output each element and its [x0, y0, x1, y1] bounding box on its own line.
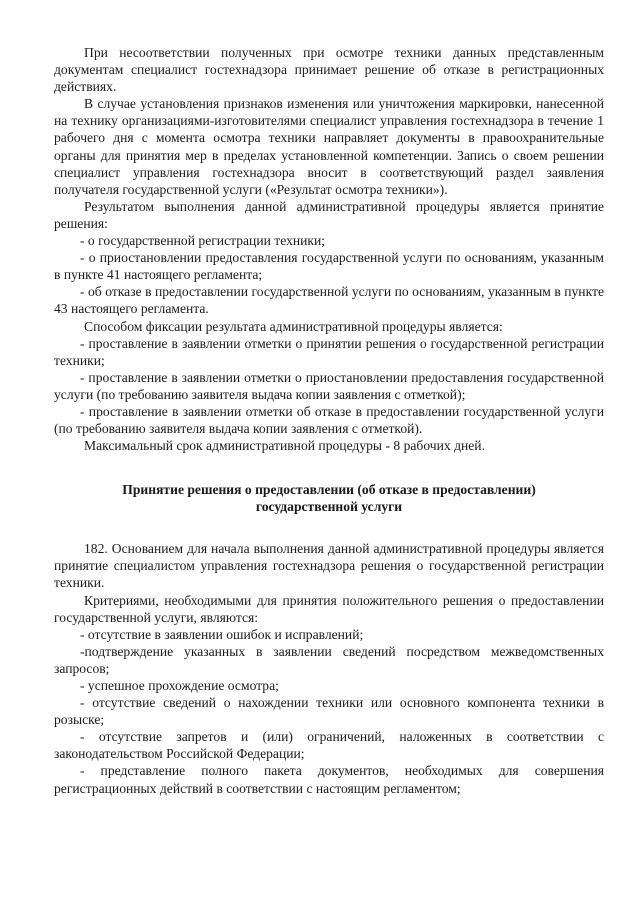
paragraph-result-intro: Результатом выполнения данной административной процедуры является принятие решения: [54, 198, 604, 231]
document-page [54, 44, 604, 797]
list-item-registration: - о государственной регистрации техники; [80, 233, 326, 249]
paragraph-mismatch-refusal: При несоответствии полученных при осмотре техники данных представленным документам специалист гостехнадзора принимает решение об отказе в регистрационных действиях. [54, 45, 604, 95]
section-heading-line1: Принятие решения о предоставлении (об отказе в предоставлении) [122, 482, 536, 498]
list-item-not-wanted: - отсутствие сведений о нахождении техники или основного компонента техники в розыске; [54, 695, 604, 728]
paragraph-marking-change: В случае установления признаков изменения или уничтожения маркировки, нанесенной на технику организациями-изготовителями специалист управления гостехнадзора в течение 1 рабочего дня с момента осмотра техники направляет документы в правоохранительные органы для принятия мер в пределах установленной компетенции. Запись о своем решении специалист управления гостехнадзора вносит в соответствующий раздел заявления получателя государственной услуги («Результат осмотра техники»). [54, 96, 604, 197]
list-item-mark-refusal: - проставление в заявлении отметки об отказе в предоставлении государственной услуги (по требованию заявителя выдача копии заявления с отметкой). [54, 403, 604, 437]
list-item-refusal: - об отказе в предоставлении государственной услуги по основаниям, указанным в пункте 43 настоящего регламента. [54, 284, 604, 317]
list-item-suspension: - о приостановлении предоставления государственной услуги по основаниям, указанным в пункте 41 настоящего регламента; [54, 250, 604, 283]
paragraph-fixation-intro: Способом фиксации результата административной процедуры является: [84, 318, 503, 334]
section-heading [54, 481, 604, 515]
list-item-full-package: - представление полного пакета документов, необходимых для совершения регистрационных действий в соответствии с настоящим регламентом; [54, 763, 604, 796]
section-heading-line2: государственной услуги [255, 499, 403, 515]
list-item-inspection-passed: - успешное прохождение осмотра; [80, 678, 279, 693]
list-item-no-errors: - отсутствие в заявлении ошибок и исправлений; [80, 626, 364, 642]
paragraph-max-term: Максимальный срок административной процедуры - 8 рабочих дней. [84, 438, 485, 454]
paragraph-182-basis: 182. Основанием для начала выполнения данной административной процедуры является принятие специалистом управления гостехнадзора решения о государственной регистрации техники. [54, 541, 604, 591]
list-item-confirmation: -подтверждение указанных в заявлении сведений посредством межведомственных запросов; [54, 643, 604, 676]
paragraph-criteria-intro: Критериями, необходимыми для принятия положительного решения о предоставлении государственной услуги, являются: [54, 592, 604, 625]
list-item-mark-registration: - проставление в заявлении отметки о принятии решения о государственной регистрации техники; [54, 335, 604, 368]
list-item-mark-suspension: - проставление в заявлении отметки о приостановлении предоставления государственной услуги (по требованию заявителя выдача копии заявления с отметкой); [54, 369, 604, 402]
list-item-no-restrictions: - отсутствие запретов и (или) ограничений, наложенных в соответствии с законодательством Российской Федерации; [54, 729, 604, 762]
